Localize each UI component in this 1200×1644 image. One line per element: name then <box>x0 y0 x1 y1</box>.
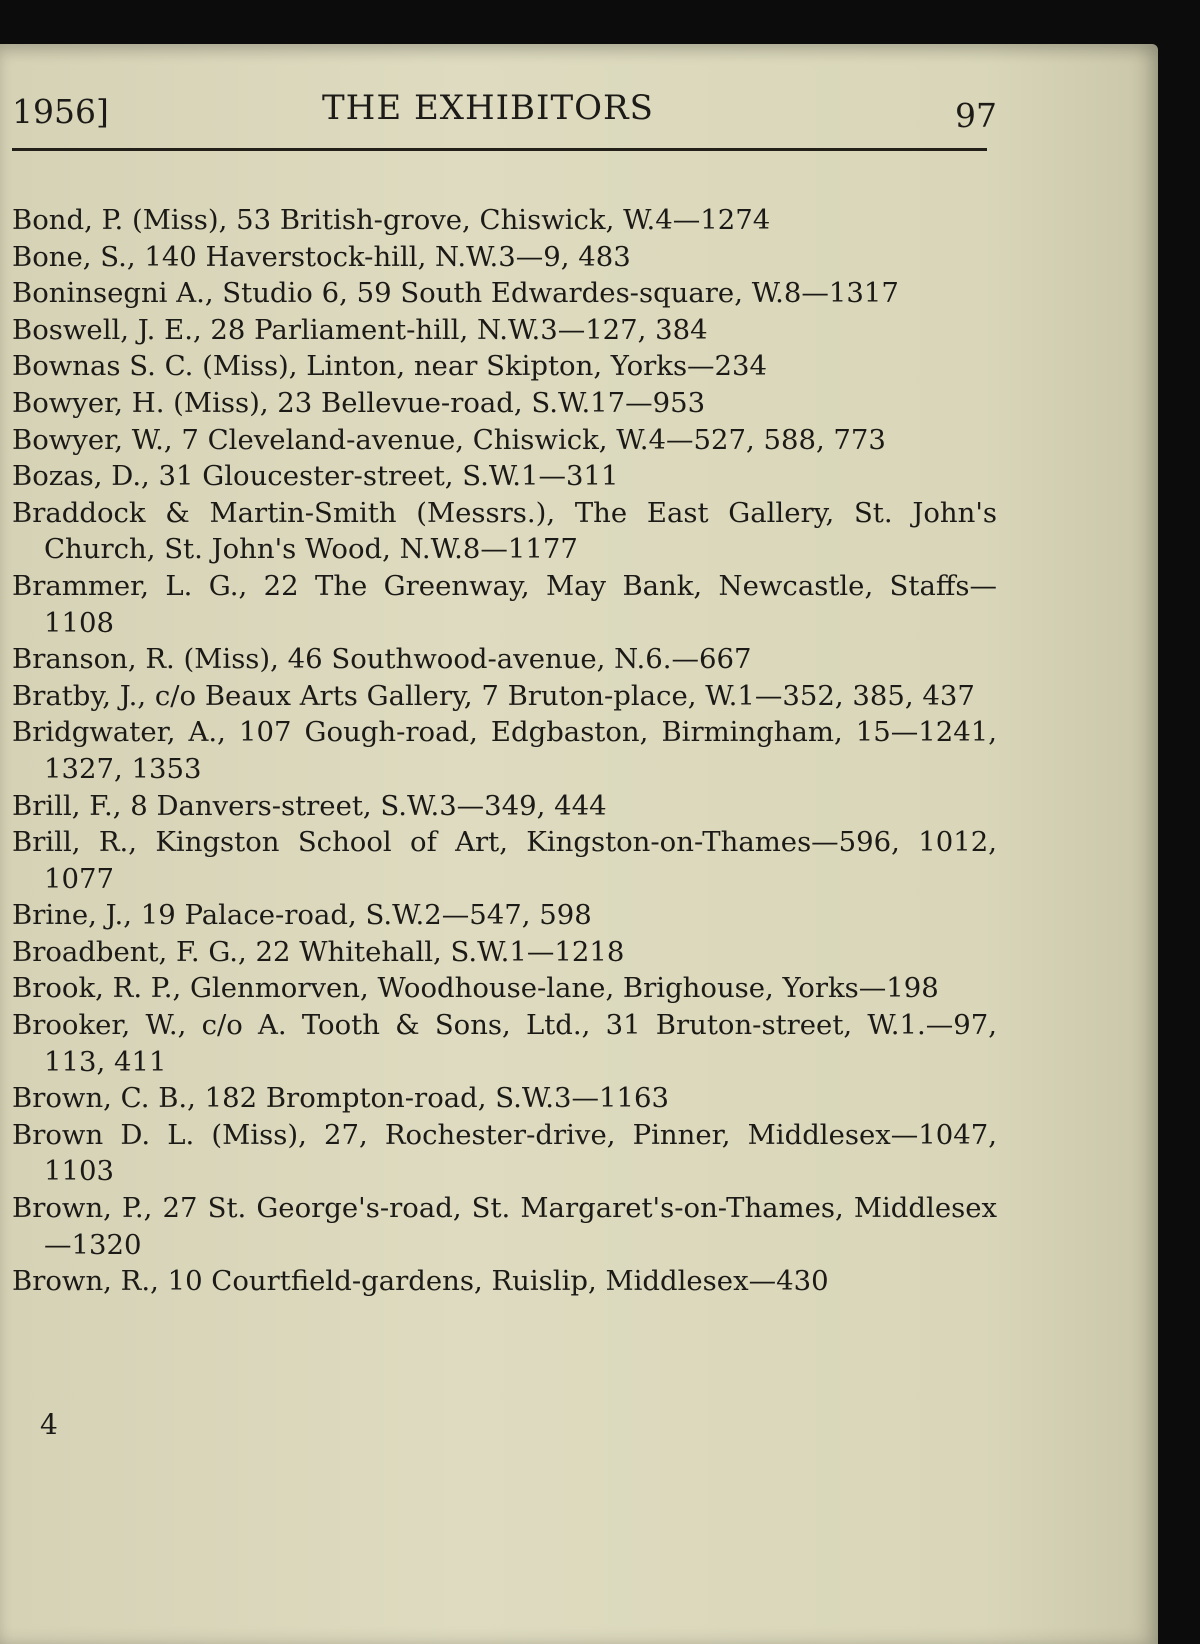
exhibitor-list <box>12 202 997 1300</box>
list-item: Bond, P. (Miss), 53 British-grove, Chiswick, W.4—1274 <box>12 204 771 236</box>
list-item: Brown, R., 10 Courtfield-gardens, Ruislip, Middlesex—430 <box>12 1265 829 1298</box>
list-item: Bownas S. C. (Miss), Linton, near Skipton, Yorks—234 <box>12 350 768 383</box>
list-item: Brammer, L. G., 22 The Greenway, May Bank, Newcastle, Staffs—1108 <box>12 569 997 639</box>
list-item: Bozas, D., 31 Gloucester-street, S.W.1—311 <box>12 460 619 493</box>
header-year: 1956] <box>12 92 109 131</box>
list-item: Bridgwater, A., 107 Gough-road, Edgbaston, Birmingham, 15—1241, 1327, 1353 <box>12 716 997 785</box>
list-item: Braddock & Martin-Smith (Messrs.), The East Gallery, St. John's Church, St. John's Wood, N.W.8—1177 <box>12 496 997 566</box>
list-item: Bowyer, W., 7 Cleveland-avenue, Chiswick, W.4—527, 588, 773 <box>12 423 886 456</box>
list-item: Brine, J., 19 Palace-road, S.W.2—547, 598 <box>12 899 592 932</box>
list-item: Brown, C. B., 182 Brompton-road, S.W.3—1163 <box>12 1082 670 1115</box>
signature-mark: 4 <box>40 1408 58 1441</box>
list-item: Broadbent, F. G., 22 Whitehall, S.W.1—1218 <box>12 935 625 968</box>
list-item: Brill, F., 8 Danvers-street, S.W.3—349, 444 <box>12 789 607 822</box>
list-item: Bratby, J., c/o Beaux Arts Gallery, 7 Bruton-place, W.1—352, 385, 437 <box>12 679 975 712</box>
running-header <box>12 88 997 142</box>
header-rule <box>12 148 987 151</box>
list-item: Brown, P., 27 St. George's-road, St. Margaret's-on-Thames, Middlesex—1320 <box>12 1192 997 1261</box>
page-title: THE EXHIBITORS <box>322 88 654 128</box>
list-item: Bowyer, H. (Miss), 23 Bellevue-road, S.W.17—953 <box>12 386 706 419</box>
list-item: Brooker, W., c/o A. Tooth & Sons, Ltd., 31 Bruton-street, W.1.—97, 113, 411 <box>12 1009 997 1078</box>
list-item: Bone, S., 140 Haverstock-hill, N.W.3—9, 483 <box>12 240 631 273</box>
list-item: Boswell, J. E., 28 Parliament-hill, N.W.3—127, 384 <box>12 313 708 346</box>
list-item: Boninsegni A., Studio 6, 59 South Edwardes-square, W.8—1317 <box>12 277 899 310</box>
list-item: Brown D. L. (Miss), 27, Rochester-drive, Pinner, Middlesex—1047, 1103 <box>12 1118 997 1188</box>
page-number: 97 <box>955 96 997 135</box>
list-item: Brill, R., Kingston School of Art, Kingston-on-Thames—596, 1012, 1077 <box>12 826 997 895</box>
list-item: Branson, R. (Miss), 46 Southwood-avenue, N.6.—667 <box>12 643 752 676</box>
list-item: Brook, R. P., Glenmorven, Woodhouse-lane, Brighouse, Yorks—198 <box>12 972 939 1005</box>
